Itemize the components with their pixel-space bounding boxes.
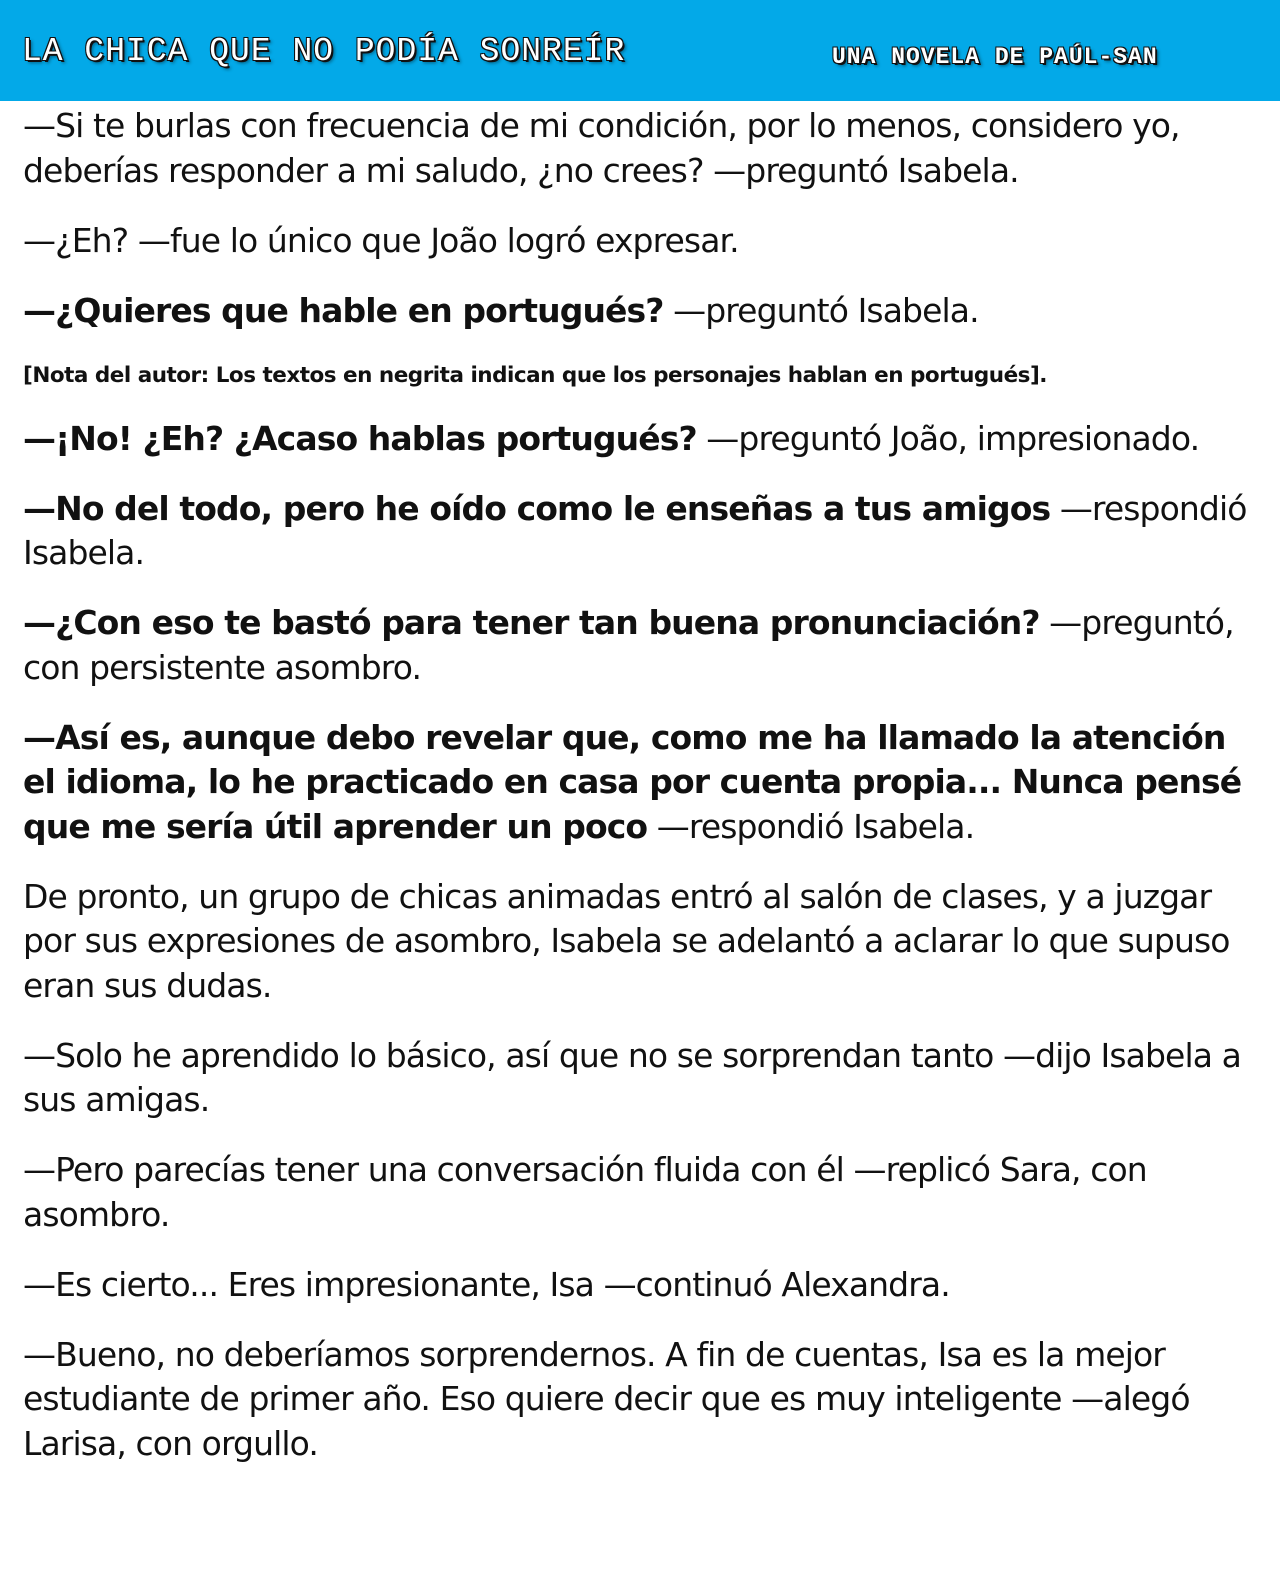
paragraph-text: —Pero parecías tener una conversación fluida con él —replicó Sara, con asombro. (23, 1150, 1147, 1234)
portuguese-dialogue: —No del todo, pero he oído como le enseñas a tus amigos (23, 488, 1051, 528)
paragraph (23, 1333, 1263, 1467)
paragraph-text: —preguntó João, impresionado. (696, 418, 1200, 458)
paragraph-text: —respondió Isabela. (23, 488, 1247, 572)
paragraph (23, 104, 1263, 193)
novel-title: LA CHICA QUE NO PODÍA SONREÍR (22, 33, 626, 70)
paragraph (23, 1263, 1263, 1308)
paragraph-text: —Si te burlas con frecuencia de mi condición, por lo menos, considero yo, deberías responder a mi saludo, ¿no crees? —preguntó Isabela. (23, 106, 1180, 190)
novel-author-credit: UNA NOVELA DE PAÚL-SAN (832, 44, 1158, 70)
paragraph-text: —preguntó, con persistente asombro. (23, 603, 1234, 687)
paragraph (23, 716, 1263, 850)
paragraph (23, 875, 1263, 1009)
story-text (23, 104, 1263, 1466)
paragraph-text: —preguntó Isabela. (663, 290, 979, 330)
paragraph-text: —Solo he aprendido lo básico, así que no se sorprendan tanto —dijo Isabela a sus amigas. (23, 1035, 1241, 1119)
paragraph (23, 219, 1263, 264)
portuguese-dialogue: —¿Con eso te bastó para tener tan buena pronunciación? (23, 603, 1040, 642)
paragraph-text: —respondió Isabela. (647, 806, 975, 846)
portuguese-dialogue: —¡No! ¿Eh? ¿Acaso hablas portugués? (23, 418, 697, 458)
novel-header-banner (0, 0, 1280, 101)
paragraph (23, 601, 1263, 690)
paragraph-text: —Es cierto... Eres impresionante, Isa —continuó Alexandra. (23, 1264, 950, 1304)
paragraph (23, 289, 1263, 334)
paragraph (23, 1034, 1263, 1123)
author-note: [Nota del autor: Los textos en negrita indican que los personajes hablan en portugués]. (23, 363, 1047, 388)
paragraph-text: De pronto, un grupo de chicas animadas entró al salón de clases, y a juzgar por sus expresiones de asombro, Isabela se adelantó a aclarar lo que supuso eran sus dudas. (23, 876, 1230, 1005)
paragraph (23, 417, 1263, 462)
paragraph (23, 1148, 1263, 1237)
portuguese-dialogue: —¿Quieres que hable en portugués? (23, 290, 664, 330)
paragraph (23, 487, 1263, 576)
portuguese-dialogue: —Así es, aunque debo revelar que, como me ha llamado la atención el idioma, lo he practicado en casa por cuenta propia... Nunca pensé que me sería útil aprender un poco (23, 717, 1242, 846)
paragraph-text: —Bueno, no deberíamos sorprendernos. A fin de cuentas, Isa es la mejor estudiante de primer año. Eso quiere decir que es muy inteligente —alegó Larisa, con orgullo. (23, 1334, 1190, 1463)
paragraph-text: —¿Eh? —fue lo único que João logró expresar. (23, 220, 739, 260)
